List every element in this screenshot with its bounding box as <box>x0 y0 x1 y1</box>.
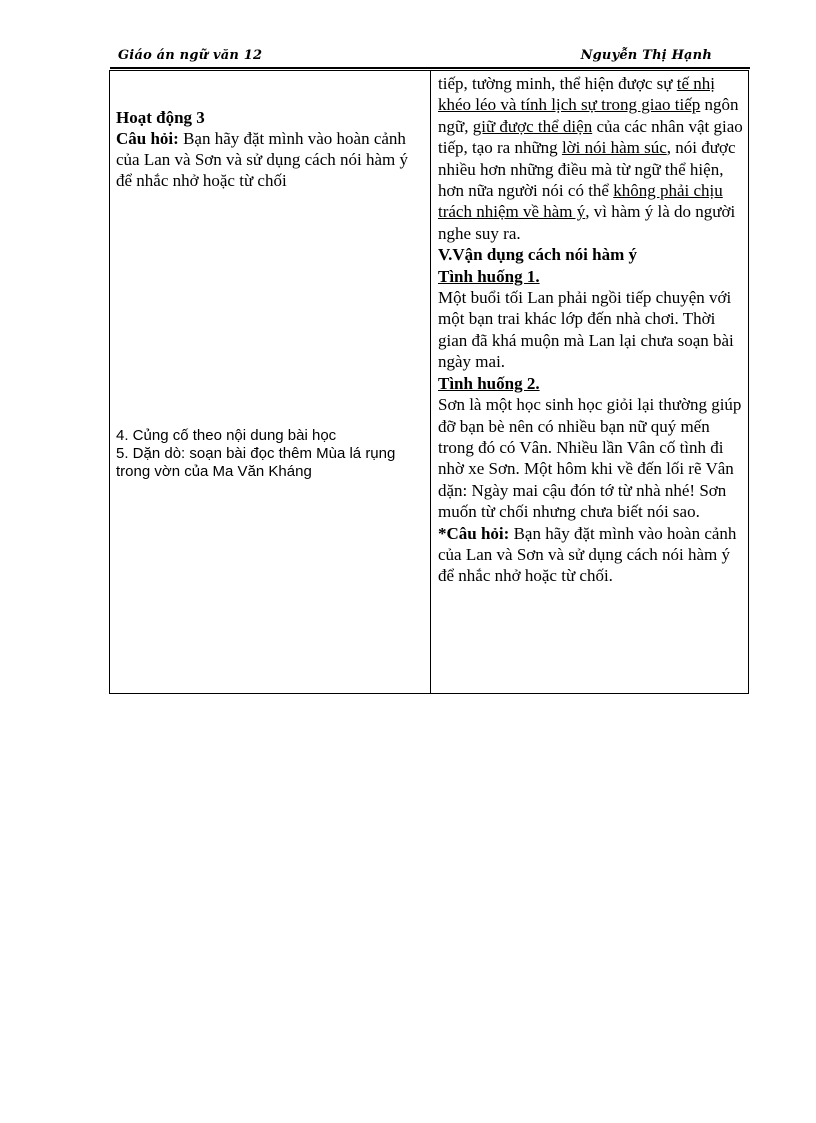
item-homework: 5. Dặn dò: soạn bài đọc thêm Mùa lá rụng trong vờn của Ma Văn Kháng <box>116 445 396 480</box>
activity-question <box>116 128 416 191</box>
situation-2-title: Tình huống 2. <box>438 373 540 393</box>
lesson-table <box>109 70 749 694</box>
activity-title: Hoạt động 3 <box>116 108 205 127</box>
implicature-paragraph <box>438 73 744 244</box>
underlined-run: lời nói hàm súc <box>561 138 667 158</box>
column-divider <box>430 71 431 693</box>
header-author: Nguyễn Thị Hạnh <box>580 48 712 63</box>
text-run: ngôn ngữ, <box>438 95 739 136</box>
underlined-run: không phải chịu trách nhiệm về hàm ý <box>438 181 723 222</box>
text-run: tiếp, tường minh, thể hiện được sự <box>438 74 677 93</box>
final-question-label: *Câu hỏi: <box>438 523 510 543</box>
final-question <box>438 523 744 587</box>
page-header <box>112 46 712 68</box>
final-question-text: Bạn hãy đặt mình vào hoàn cảnh của Lan và Sơn và sử dụng cách nói hàm ý để nhắc nhở hoặc từ chối. <box>438 523 737 586</box>
situation-1-title: Tình huống 1. <box>438 266 540 286</box>
activity-block <box>116 107 416 191</box>
header-left-title: Giáo án ngữ văn 12 <box>118 48 263 63</box>
item-consolidation: 4. Củng cố theo nội dung bài học <box>116 427 337 444</box>
right-column <box>438 73 744 587</box>
section-title: V.Vận dụng cách nói hàm ý <box>438 245 638 265</box>
header-rule <box>110 67 750 69</box>
text-run: , vì hàm ý là do người nghe suy ra. <box>438 202 736 243</box>
summary-block <box>116 427 416 481</box>
situation-1-text: Một buổi tối Lan phải ngồi tiếp chuyện với một bạn trai khác lớp đến nhà chơi. Thời gian đã khá muộn mà Lan lại chưa soạn bài ngày mai. <box>438 288 734 372</box>
text-run: của các nhân vật giao tiếp, tạo ra những <box>438 116 743 158</box>
underlined-run: giữ được thể diện <box>472 116 593 136</box>
situation-2-text: Sơn là một học sinh học giỏi lại thường giúp đỡ bạn bè nên có nhiều bạn nữ quý mến trong đó có Vân. Nhiều lần Vân cố tình đi nhờ xe Sơn. Một hôm khi về đến lối rẽ Vân dặn: Ngày mai cậu đón tớ từ nhà nhé! Sơn muốn từ chối nhưng chưa biết nói sao. <box>438 395 742 522</box>
question-label: Câu hỏi: <box>116 129 179 148</box>
text-run: , nói được nhiều hơn những điều mà từ ngữ thể hiện, hơn nữa người nói có thể <box>438 138 736 201</box>
question-text: Bạn hãy đặt mình vào hoàn cảnh của Lan và Sơn và sử dụng cách nói hàm ý để nhắc nhở hoặc từ chối <box>116 129 409 190</box>
underlined-run: tế nhị khéo léo và tính lịch sự trong giao tiếp <box>438 74 715 115</box>
